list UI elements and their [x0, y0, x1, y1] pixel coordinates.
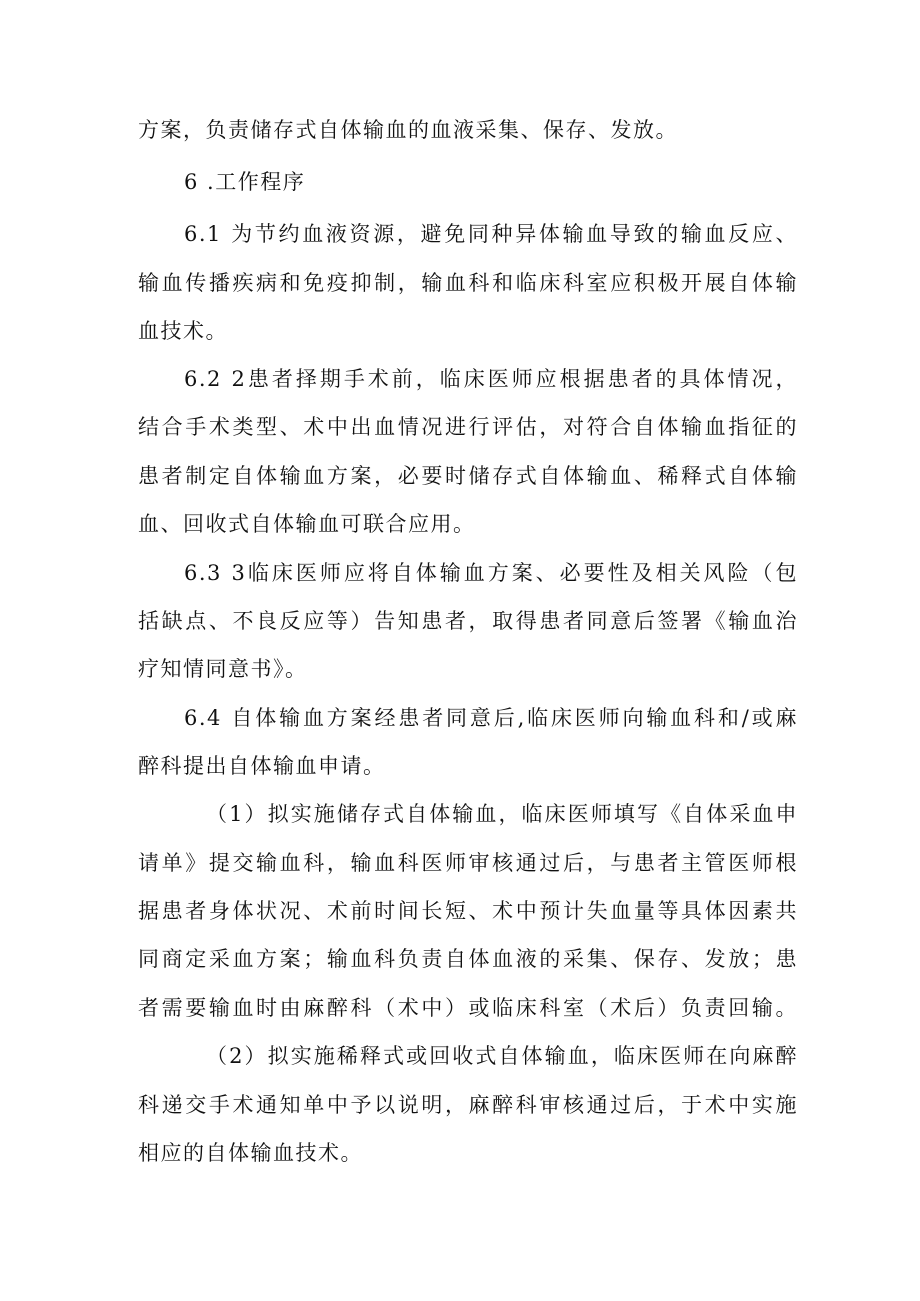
text-line-item-2-c: 相应的自体输血技术。 — [138, 1141, 363, 1165]
section-heading-6: 6 .工作程序 — [184, 170, 306, 194]
text-line-6-1-a: 6.1 为节约血液资源，避免同种异体输血导致的输血反应、 — [184, 222, 798, 246]
text-line-item-1-b: 请单》提交输血科，输血科医师审核通过后，与患者主管医师根 — [138, 851, 798, 875]
text-line-6-2-b: 结合手术类型、术中出血情况进行评估，对符合自体输血指征的 — [138, 415, 798, 439]
text-line-item-2-a: （2）拟实施稀释式或回收式自体输血，临床医师在向麻醉 — [206, 1044, 798, 1068]
text-line-6-4-a: 6.4 自体输血方案经患者同意后,临床医师向输血科和/或麻 — [184, 706, 798, 730]
text-line-item-2-b: 科递交手术通知单中予以说明，麻醉科审核通过后，于术中实施 — [138, 1093, 798, 1117]
text-line-6-1-b: 输血传播疾病和免疫抑制，输血科和临床科室应积极开展自体输 — [138, 271, 798, 295]
text-line-6-1-c: 血技术。 — [138, 319, 228, 343]
text-line-6-3-c: 疗知情同意书》。 — [138, 657, 308, 681]
text-line-6-4-b: 醉科提出自体输血申请。 — [138, 754, 386, 778]
text-line-6-2-c: 患者制定自体输血方案，必要时储存式自体输血、稀释式自体输 — [138, 464, 798, 488]
text-line-6-3-b: 括缺点、不良反应等）告知患者，取得患者同意后签署《输血治 — [138, 609, 798, 633]
text-line-item-1-e: 者需要输血时由麻醉科（术中）或临床科室（术后）负责回输。 — [138, 996, 798, 1020]
text-line-item-1-a: （1）拟实施储存式自体输血，临床医师填写《自体采血申 — [206, 802, 798, 826]
text-line-1: 方案，负责储存式自体输血的血液采集、保存、发放。 — [138, 118, 678, 142]
text-line-6-3-a: 6.3 3临床医师应将自体输血方案、必要性及相关风险（包 — [184, 561, 798, 585]
text-line-6-2-d: 血、回收式自体输血可联合应用。 — [138, 512, 476, 536]
text-line-item-1-c: 据患者身体状况、术前时间长短、术中预计失血量等具体因素共 — [138, 899, 798, 923]
text-line-item-1-d: 同商定采血方案；输血科负责自体血液的采集、保存、发放；患 — [138, 947, 798, 971]
text-line-6-2-a: 6.2 2患者择期手术前，临床医师应根据患者的具体情况， — [184, 367, 798, 391]
